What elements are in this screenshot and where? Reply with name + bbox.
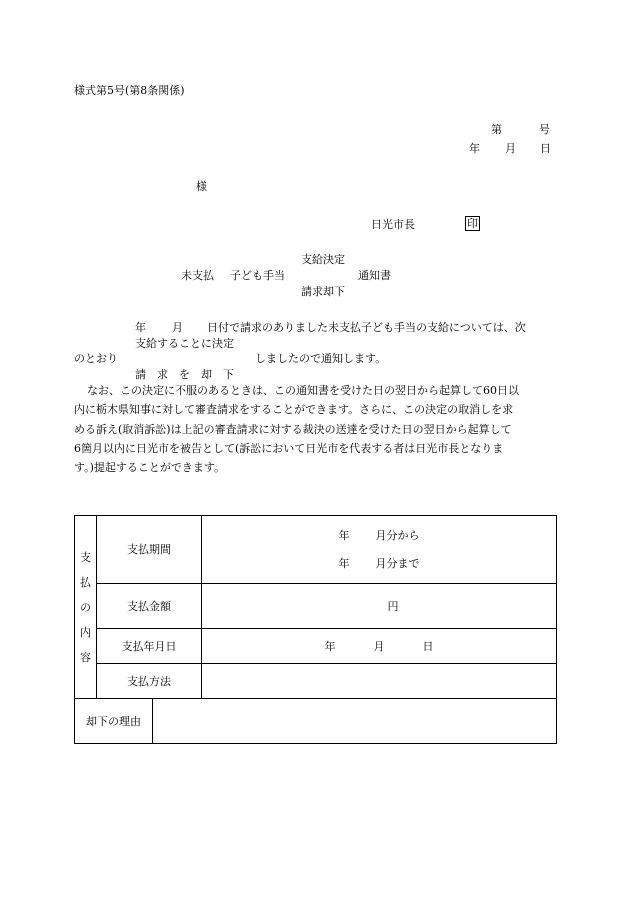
date-year: 年 <box>469 142 480 155</box>
method-label: 支払方法 <box>97 664 202 699</box>
title-option-decision: 支給決定 <box>301 253 345 266</box>
side-header-char: 内 <box>80 625 91 639</box>
title-prefix: 未支払 <box>181 269 214 282</box>
side-header-char: 支 <box>80 550 91 564</box>
period-value <box>202 516 557 584</box>
addressee-suffix: 様 <box>196 180 207 193</box>
body-line2: しましたので通知します。 <box>255 352 387 365</box>
method-value <box>202 664 557 699</box>
date-day: 日 <box>540 142 551 155</box>
title-suffix: 通知書 <box>358 269 391 282</box>
payment-date-year: 年 <box>324 639 336 653</box>
side-header-char: の <box>80 600 91 614</box>
seal-text: 印 <box>467 217 478 230</box>
notice-line-5: す。)提起することができます。 <box>74 461 226 474</box>
payment-contents-table <box>74 515 557 744</box>
seal-mark <box>465 216 480 231</box>
notice-line-3: める訴え(取消訴訟)は上記の審査請求に対する裁決の送達を受けた日の翌日から起算して <box>74 423 512 436</box>
title-subject: 子ども手当 <box>230 269 285 282</box>
side-header <box>75 516 97 699</box>
date-month: 月 <box>505 142 516 155</box>
side-header-char: 容 <box>80 650 91 664</box>
notice-line-4: 6箇月以内に日光市を被告として(訴訟において日光市を代表する者は日光市長となりま <box>74 442 504 455</box>
period-to <box>202 550 556 578</box>
period-from-year: 年 <box>338 528 350 542</box>
body-option-rejection: 請 求 を 却 下 <box>135 368 234 381</box>
reason-value <box>153 699 557 744</box>
form-style-number: 様式第5号(第8条関係) <box>74 84 185 97</box>
number-dai: 第 <box>491 123 502 136</box>
period-to-text: 月分まで <box>375 556 420 570</box>
period-from <box>202 522 556 550</box>
body-month: 月 <box>172 321 183 334</box>
payment-date-month: 月 <box>373 639 385 653</box>
payment-date-label: 支払年月日 <box>97 629 202 664</box>
body-line1: 日付で請求のありました未支払子ども手当の支給については、次 <box>207 321 526 334</box>
payment-date-day: 日 <box>422 639 434 653</box>
title-option-rejection: 請求却下 <box>301 285 345 298</box>
issuer: 日光市長 <box>371 218 415 231</box>
period-to-year: 年 <box>338 556 350 570</box>
number-go: 号 <box>539 123 550 136</box>
amount-value <box>202 584 557 629</box>
amount-unit: 円 <box>387 599 399 613</box>
body-year: 年 <box>135 321 146 334</box>
payment-date-value <box>202 629 557 664</box>
notice-line-2: 内に栃木県知事に対して審査請求をすることができます。さらに、この決定の取消しを求 <box>74 403 514 416</box>
body-prefix: のとおり <box>74 352 118 365</box>
reason-label: 却下の理由 <box>75 699 153 744</box>
period-label: 支払期間 <box>97 516 202 584</box>
notice-line-1: なお、この決定に不服のあるときは、この通知書を受けた日の翌日から起算して60日以 <box>87 384 519 397</box>
period-from-text: 月分から <box>375 528 420 542</box>
amount-label: 支払金額 <box>97 584 202 629</box>
body-option-decision: 支給することに決定 <box>135 337 234 350</box>
side-header-char: 払 <box>80 575 91 589</box>
